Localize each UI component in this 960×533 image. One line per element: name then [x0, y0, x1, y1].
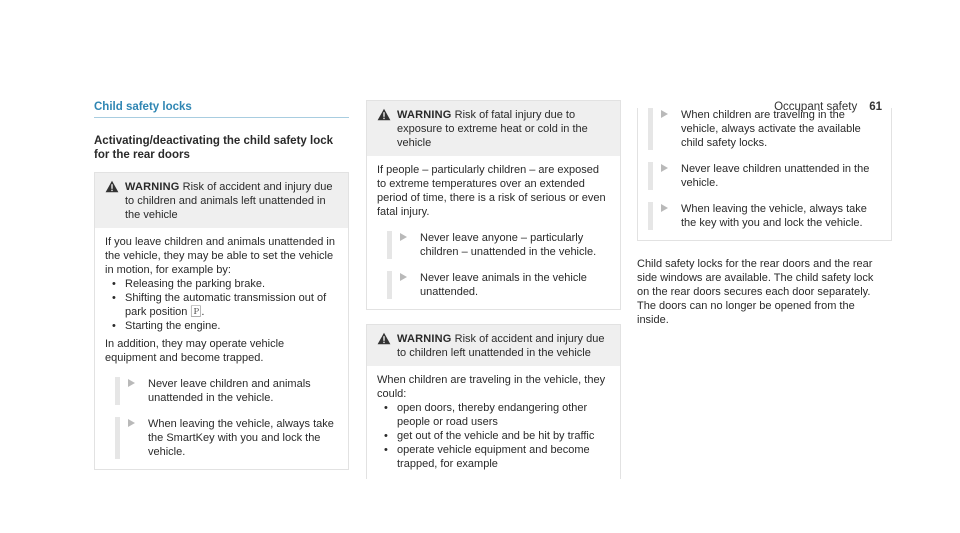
action-text: When children are traveling in the vehicle, always activate the available child safety locks. [681, 109, 861, 149]
warning-header [95, 173, 348, 228]
action-step [115, 377, 338, 405]
action-text: When leaving the vehicle, always take the key with you and lock the vehicle. [681, 203, 867, 229]
action-text: Never leave anyone – particularly children – unattended in the vehicle. [420, 232, 597, 258]
column-1 [94, 100, 349, 470]
action-text: When leaving the vehicle, always take the SmartKey with you and lock the vehicle. [148, 418, 334, 458]
action-step [648, 202, 881, 230]
action-text: Never leave children unattended in the vehicle. [681, 163, 870, 189]
list-item: • Shifting the automatic transmission out of park position 🄿. [105, 291, 338, 319]
warning-label: WARNING [397, 333, 452, 345]
subsection-title: Activating/deactivating the child safety lock for the rear doors [94, 135, 334, 161]
column-2 [366, 100, 621, 479]
list-item: • Releasing the parking brake. [105, 277, 338, 291]
warning-heading: Risk of accident and injury due to children and animals left unattended in the vehicle [125, 181, 333, 221]
section-title: Child safety locks [94, 100, 349, 118]
action-step [387, 271, 610, 299]
warning-text: When children are traveling in the vehicle, they could: [377, 374, 606, 400]
warning-header [367, 101, 620, 156]
arrow-right-icon [661, 204, 668, 212]
warning-triangle-icon [377, 108, 391, 121]
action-step [387, 231, 610, 259]
chapter-title: Occupant safety [774, 101, 858, 113]
list-item: • get out of the vehicle and be hit by traffic [377, 429, 610, 443]
warning-triangle-icon [105, 180, 119, 193]
arrow-right-icon [661, 164, 668, 172]
arrow-right-icon [128, 419, 135, 427]
warning-text: If people – particularly children – are exposed to extreme temperatures over an extended period of time, there is a risk of serious or even fatal injury. [377, 164, 606, 218]
action-step [648, 162, 881, 190]
action-text: Never leave animals in the vehicle unattended. [420, 272, 587, 298]
list-item: • Starting the engine. [105, 319, 338, 333]
action-text: Never leave children and animals unattended in the vehicle. [148, 378, 311, 404]
warning-text: If you leave children and animals unattended in the vehicle, they may be able to set the vehicle in motion, for example by: [105, 236, 335, 276]
page-number: 61 [869, 101, 882, 113]
warning-box-children [366, 324, 621, 479]
warning-body [95, 228, 348, 469]
warning-header [367, 325, 620, 366]
warning-heading: Risk of accident and injury due to children left unattended in the vehicle [397, 333, 605, 359]
warning-body [367, 366, 620, 479]
list-item: • operate vehicle equipment and become trapped, for example [377, 443, 610, 471]
arrow-right-icon [128, 379, 135, 387]
warning-body [367, 156, 620, 309]
warning-triangle-icon [377, 332, 391, 345]
warning-box-temperature [366, 100, 621, 310]
action-step [648, 108, 881, 150]
arrow-right-icon [661, 110, 668, 118]
warning-label: WARNING [125, 181, 180, 193]
arrow-right-icon [400, 273, 407, 281]
warning-text: In addition, they may operate vehicle equipment and become trapped. [105, 338, 285, 364]
warning-heading: Risk of fatal injury due to exposure to extreme heat or cold in the vehicle [397, 109, 588, 149]
info-paragraph: Child safety locks for the rear doors and the rear side windows are available. The child safety lock on the rear doors secures each door separately. The doors can no longer be opened from the inside. [637, 258, 874, 326]
action-step [115, 417, 338, 459]
column-3 [637, 100, 892, 327]
list-item: • open doors, thereby endangering other people or road users [377, 401, 610, 429]
warning-box-accident [94, 172, 349, 470]
warning-box-continued [637, 108, 892, 241]
warning-label: WARNING [397, 109, 452, 121]
arrow-right-icon [400, 233, 407, 241]
